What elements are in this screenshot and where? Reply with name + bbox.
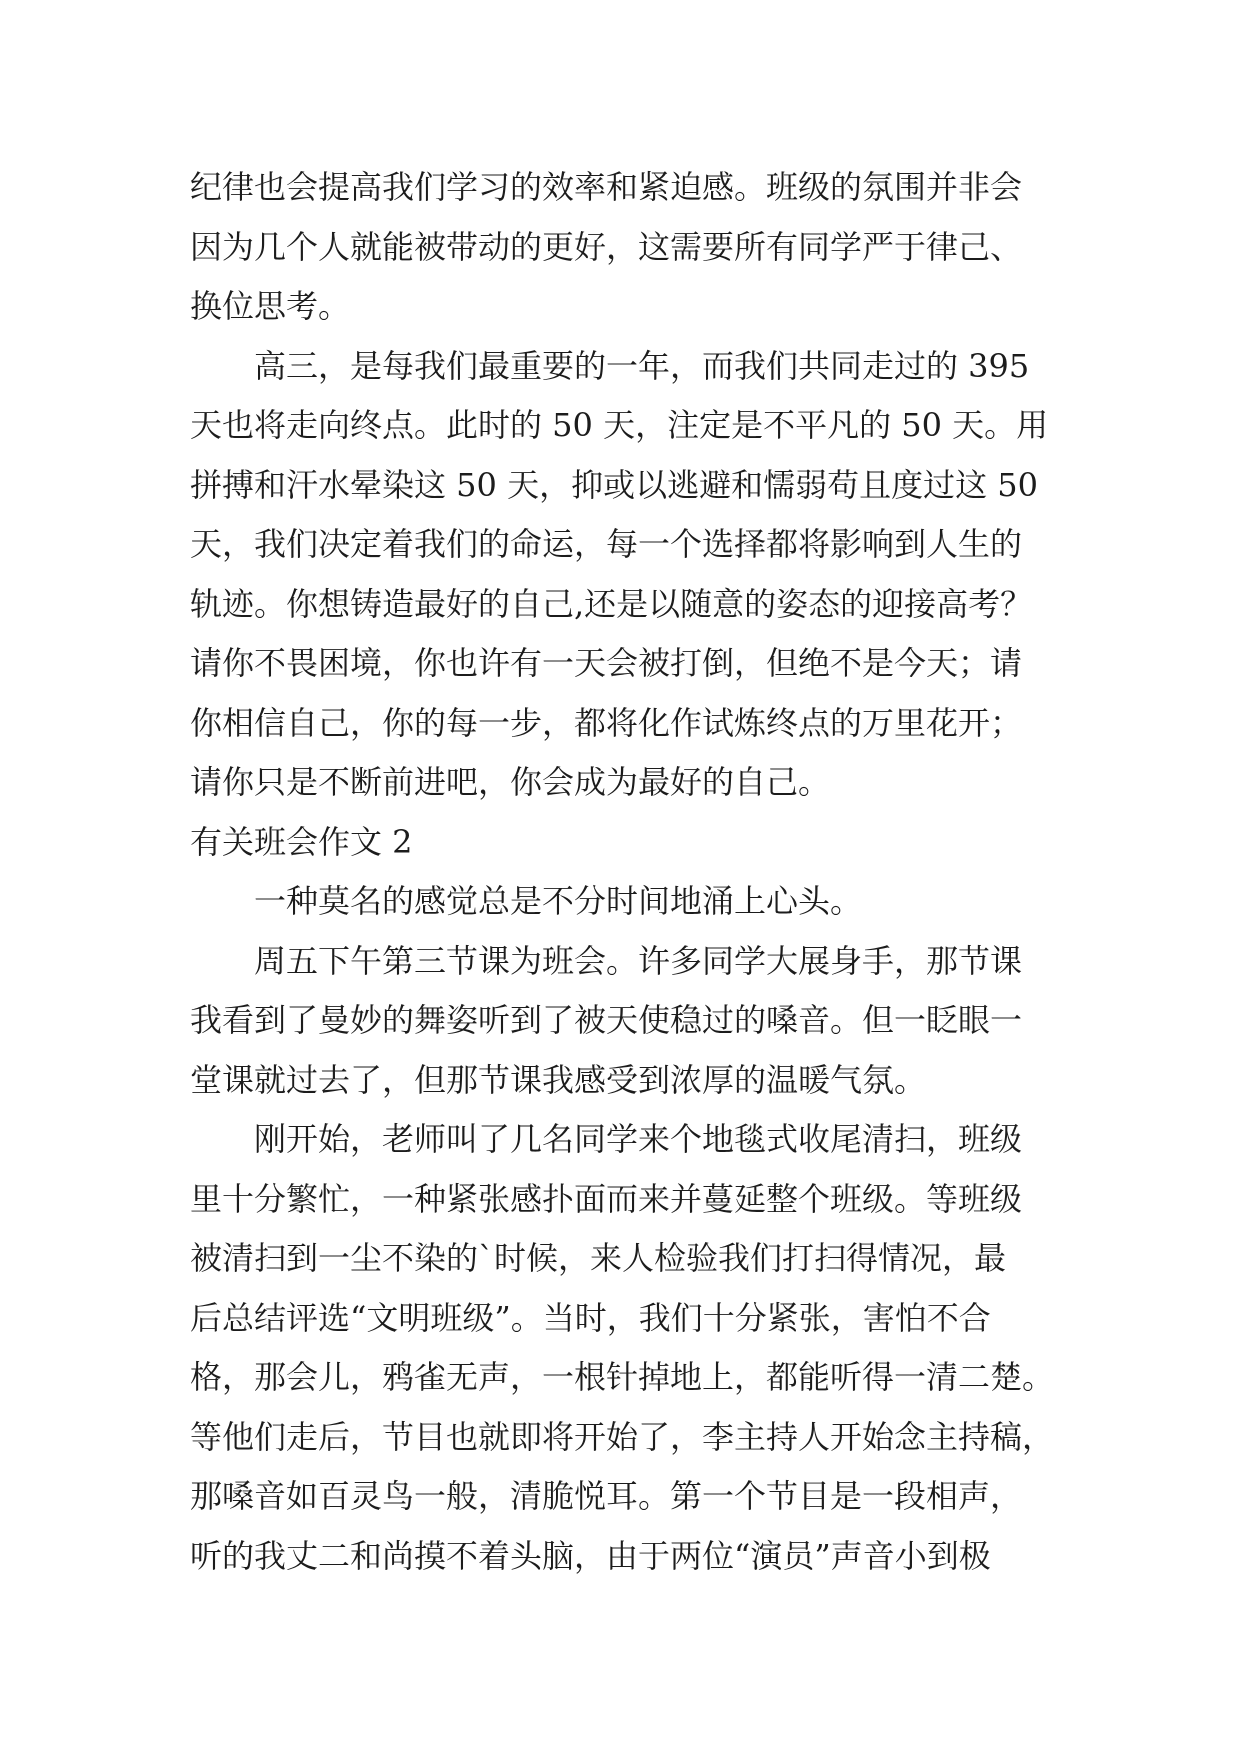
text-line: 请你不畏困境，你也许有一天会被打倒，但绝不是今天；请 — [190, 644, 1023, 682]
text-line: 周五下午第三节课为班会。许多同学大展身手，那节课 — [254, 941, 1023, 980]
text-line: 一种莫名的感觉总是不分时间地涌上心头。 — [254, 882, 863, 920]
text-line: 那嗓音如百灵鸟一般，清脆悦耳。第一个节目是一段相声， — [190, 1477, 1023, 1515]
text-line: 天也将走向终点。此时的 50 天，注定是不平凡的 50 天。用 — [190, 406, 1049, 444]
text-line: 刚开始，老师叫了几名同学来个地毯式收尾清扫，班级 — [254, 1120, 1023, 1158]
document-body — [190, 158, 1070, 1586]
text-line: 我看到了曼妙的舞姿听到了被天使稳过的嗓音。但一眨眼一 — [190, 1001, 1023, 1039]
section-heading: 有关班会作文 2 — [190, 822, 413, 861]
text-line: 堂课就过去了，但那节课我感受到浓厚的温暖气氛。 — [190, 1060, 927, 1099]
text-line: 换位思考。 — [190, 287, 351, 325]
text-line: 等他们走后，节目也就即将开始了，李主持人开始念主持稿， — [190, 1417, 1055, 1456]
text-line: 被清扫到一尘不染的`时候，来人检验我们打扫得情况，最 — [190, 1239, 1007, 1277]
text-line: 请你只是不断前进吧，你会成为最好的自己。 — [190, 763, 831, 801]
text-line: 你相信自己，你的每一步，都将化作试炼终点的万里花开； — [190, 703, 1023, 742]
text-line: 高三，是每我们最重要的一年，而我们共同走过的 395 — [254, 346, 1030, 385]
text-line: 因为几个人就能被带动的更好，这需要所有同学严于律己、 — [190, 227, 1023, 266]
text-line: 里十分繁忙，一种紧张感扑面而来并蔓延整个班级。等班级 — [190, 1179, 1023, 1218]
text-line: 轨迹。你想铸造最好的自己,还是以随意的姿态的迎接高考？ — [190, 584, 1033, 623]
text-line: 格，那会儿，鸦雀无声，一根针掉地上，都能听得一清二楚。 — [190, 1358, 1055, 1396]
text-line: 纪律也会提高我们学习的效率和紧迫感。班级的氛围并非会 — [190, 168, 1023, 206]
text-line: 后总结评选“文明班级”。当时，我们十分紧张，害怕不合 — [190, 1298, 991, 1337]
text-line: 天，我们决定着我们的命运，每一个选择都将影响到人生的 — [190, 525, 1023, 563]
text-line: 听的我丈二和尚摸不着头脑，由于两位“演员”声音小到极 — [190, 1536, 991, 1575]
text-line: 拼搏和汗水晕染这 50 天，抑或以逃避和懦弱苟且度过这 50 — [190, 465, 1038, 504]
